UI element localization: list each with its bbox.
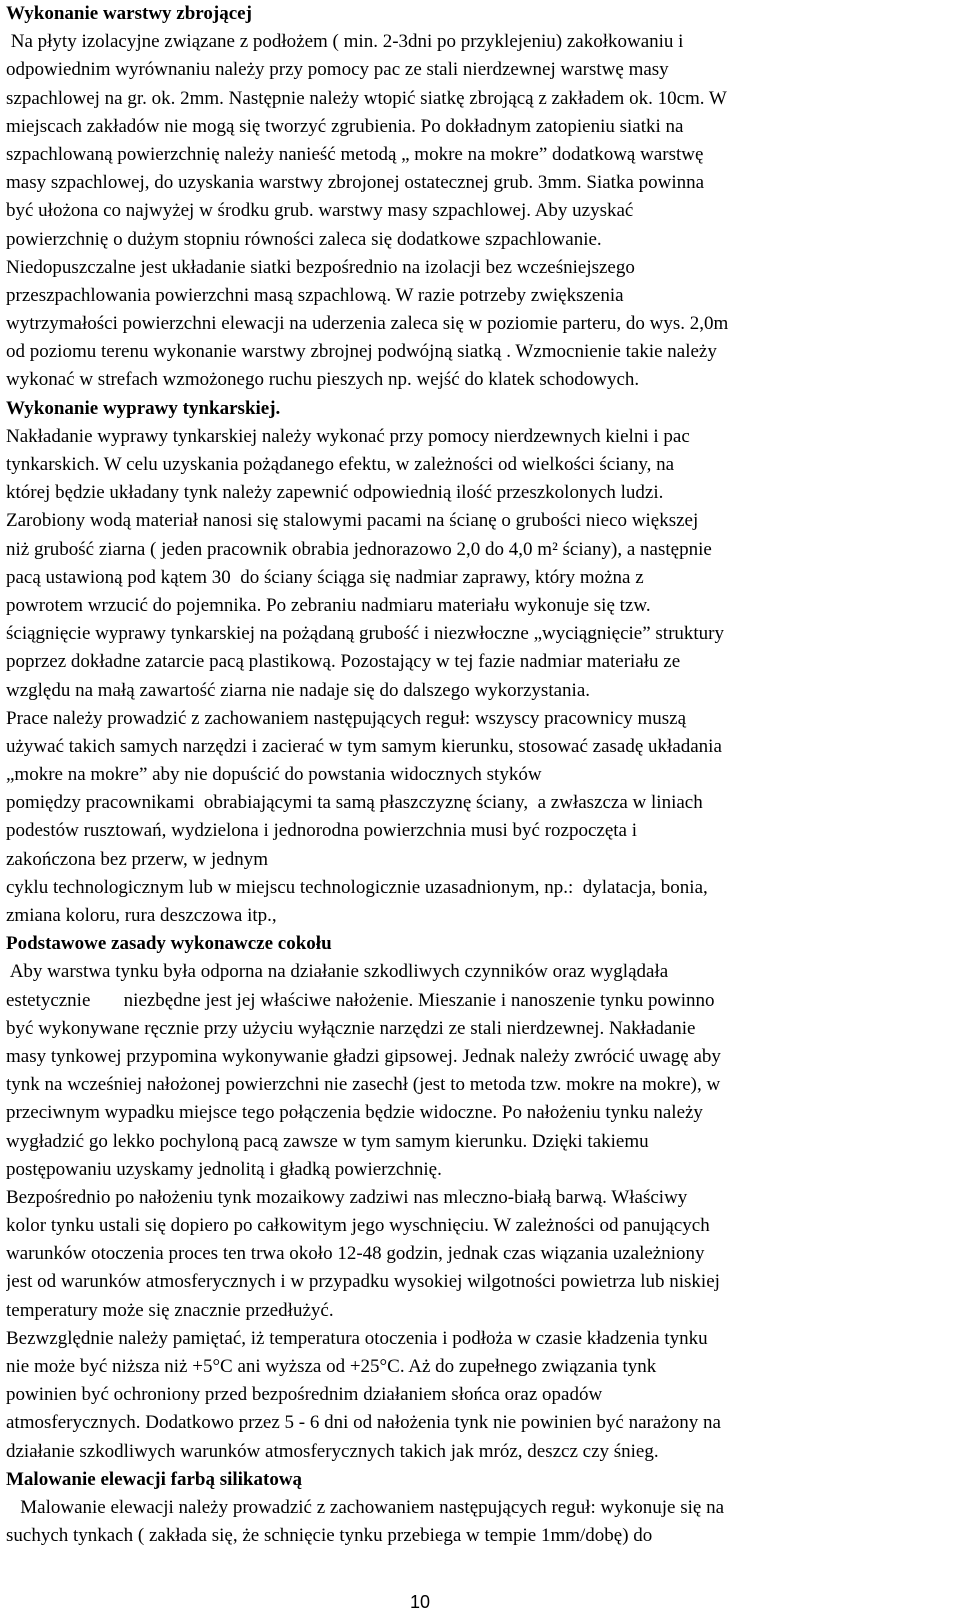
document-page <box>6 0 952 1550</box>
text-line: jest od warunków atmosferycznych i w przypadku wysokiej wilgotności powietrza lub niskiej <box>6 1271 720 1293</box>
text-line: przeciwnym wypadku miejsce tego połączenia będzie widoczne. Po nałożeniu tynku należy <box>6 1102 703 1124</box>
text-line: ściągnięcie wyprawy tynkarskiej na pożądaną grubość i niezwłoczne „wyciągnięcie” struktury <box>6 623 725 645</box>
text-line: zakończona bez przerw, w jednym <box>6 848 269 870</box>
text-line: wykonać w strefach wzmożonego ruchu pieszych np. wejść do klatek schodowych. <box>6 369 640 391</box>
text-line: nie może być niższa niż +5°C ani wyższa od +25°C. Aż do zupełnego związania tynk <box>6 1356 657 1377</box>
text-line: Zarobiony wodą materiał nanosi się stalowymi pacami na ścianę o grubości nieco większej <box>6 510 699 532</box>
text-line: kolor tynku ustali się dopiero po całkowitym jego wyschnięciu. W zależności od panujących <box>6 1215 710 1237</box>
text-line: podestów rusztowań, wydzielona i jednorodna powierzchnia musi być rozpoczęta i <box>6 820 638 842</box>
text-line: względu na małą zawartość ziarna nie nadaje się do dalszego wykorzystania. <box>6 679 590 701</box>
text-line: Bezwzględnie należy pamiętać, iż temperatura otoczenia i podłoża w czasie kładzenia tynku <box>6 1327 708 1349</box>
text-line: suchych tynkach ( zakłada się, że schnięcie tynku przebiega w tempie 1mm/dobę) do <box>6 1525 653 1547</box>
text-line: Niedopuszczalne jest układanie siatki bezpośrednio na izolacji bez wcześniejszego <box>6 256 635 278</box>
text-line: odpowiednim wyrównaniu należy przy pomocy pac ze stali nierdzewnej warstwę masy <box>6 59 669 81</box>
text-line: używać takich samych narzędzi i zacierać w tym samym kierunku, stosować zasadę układania <box>6 735 722 757</box>
text-line: niż grubość ziarna ( jeden pracownik obrabia jednorazowo 2,0 do 4,0 m² ściany), a następnie <box>6 538 712 560</box>
text-line: Bezpośrednio po nałożeniu tynk mozaikowy zadziwi nas mleczno-białą barwą. Właściwy <box>6 1186 688 1208</box>
text-line: pomiędzy pracownikami obrabiającymi ta samą płaszczyznę ściany, a zwłaszcza w liniach <box>6 792 703 814</box>
text-line: estetycznie niezbędne jest jej właściwe nałożenie. Mieszanie i nanoszenie tynku powinno <box>6 989 715 1011</box>
text-line: działanie szkodliwych warunków atmosferycznych takich jak mróz, deszcz czy śnieg. <box>6 1440 659 1462</box>
section-heading: Podstawowe zasady wykonawcze cokołu <box>6 933 332 955</box>
section-heading: Wykonanie wyprawy tynkarskiej. <box>6 397 281 419</box>
text-line: cyklu technologicznym lub w miejscu technologicznie uzasadnionym, np.: dylatacja, bonia, <box>6 876 708 898</box>
text-line: Prace należy prowadzić z zachowaniem następujących reguł: wszyscy pracownicy muszą <box>6 707 687 729</box>
text-line: wytrzymałości powierzchni elewacji na uderzenia zaleca się w poziomie parteru, do wys. 2,0m <box>6 313 729 335</box>
text-line: powierzchnię o dużym stopniu równości zaleca się dodatkowe szpachlowanie. <box>6 228 602 250</box>
text-line: której będzie układany tynk należy zapewnić odpowiednią ilość przeszkolonych ludzi. <box>6 482 664 504</box>
text-line: masy tynkowej przypomina wykonywanie gładzi gipsowej. Jednak należy zwrócić uwagę aby <box>6 1045 721 1067</box>
text-line: miejscach zakładów nie mogą się tworzyć zgrubienia. Po dokładnym zatopieniu siatki na <box>6 115 684 137</box>
text-line: masy szpachlowej, do uzyskania warstwy zbrojonej ostatecznej grub. 3mm. Siatka powinna <box>6 172 705 194</box>
page-number: 10 <box>410 1592 431 1612</box>
section-heading: Malowanie elewacji farbą silikatową <box>6 1468 303 1490</box>
text-line: od poziomu terenu wykonanie warstwy zbrojnej podwójną siatką . Wzmocnienie takie należy <box>6 341 717 363</box>
text-line: pacą ustawioną pod kątem 30 do ściany ściąga się nadmiar zaprawy, który można z <box>6 566 644 588</box>
text-line: poprzez dokładne zatarcie pacą plastikową. Pozostający w tej fazie nadmiar materiału ze <box>6 651 681 673</box>
text-line: tynkarskich. W celu uzyskania pożądanego efektu, w zależności od wielkości ściany, na <box>6 454 675 475</box>
text-line: powrotem wrzucić do pojemnika. Po zebraniu nadmiaru materiału wykonuje się tzw. <box>6 594 651 616</box>
text-line: „mokre na mokre” aby nie dopuścić do powstania widocznych styków <box>6 764 542 786</box>
text-line: szpachlowaną powierzchnię należy nanieść metodą „ mokre na mokre” dodatkową warstwę <box>6 143 704 165</box>
text-line: przeszpachlowania powierzchni masą szpachlową. W razie potrzeby zwiększenia <box>6 284 624 306</box>
text-line: warunków otoczenia proces ten trwa około 12-48 godzin, jednak czas wiązania uzależniony <box>6 1243 705 1265</box>
text-line: atmosferycznych. Dodatkowo przez 5 - 6 dni od nałożenia tynk nie powinien być narażony na <box>6 1412 721 1434</box>
text-line: Malowanie elewacji należy prowadzić z zachowaniem następujących reguł: wykonuje się na <box>6 1496 725 1518</box>
text-line: zmiana koloru, rura deszczowa itp., <box>6 905 277 926</box>
text-line: Aby warstwa tynku była odporna na działanie szkodliwych czynników oraz wyglądała <box>6 961 669 983</box>
text-line: być ułożona co najwyżej w środku grub. warstwy masy szpachlowej. Aby uzyskać <box>6 200 634 222</box>
text-line: być wykonywane ręcznie przy użyciu wyłącznie narzędzi ze stali nierdzewnej. Nakładanie <box>6 1017 696 1039</box>
text-line: Nakładanie wyprawy tynkarskiej należy wykonać przy pomocy nierdzewnych kielni i pac <box>6 425 690 447</box>
text-line: tynk na wcześniej nałożonej powierzchni nie zasechł (jest to metoda tzw. mokre na mokre), w <box>6 1074 721 1096</box>
text-line: temperatury może się znacznie przedłużyć. <box>6 1299 334 1321</box>
text-line: postępowaniu uzyskamy jednolitą i gładką powierzchnię. <box>6 1158 442 1180</box>
text-line: szpachlowej na gr. ok. 2mm. Następnie należy wtopić siatkę zbrojącą z zakładem ok. 10cm. W <box>6 87 727 109</box>
section-heading: Wykonanie warstwy zbrojącej <box>6 3 252 24</box>
text-line: Na płyty izolacyjne związane z podłożem ( min. 2-3dni po przyklejeniu) zakołkowaniu i <box>6 31 684 53</box>
text-line: wygładzić go lekko pochyloną pacą zawsze w tym samym kierunku. Dzięki takiemu <box>6 1130 649 1152</box>
text-line: powinien być ochroniony przed bezpośrednim działaniem słońca oraz opadów <box>6 1384 603 1406</box>
